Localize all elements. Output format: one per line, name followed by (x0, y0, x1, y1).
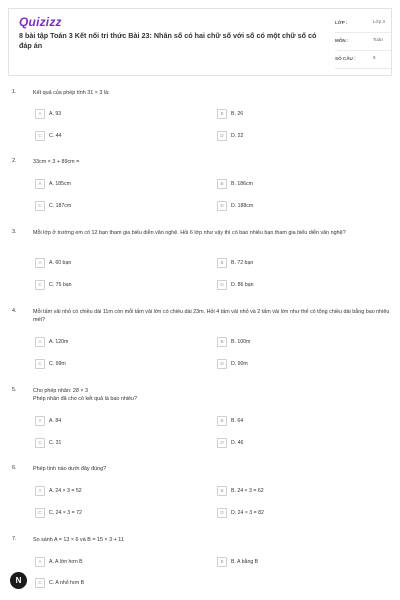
question-number: 2. (12, 158, 17, 164)
question-6 (12, 465, 392, 527)
meta-label: MÔN : (335, 38, 349, 43)
worksheet-header (8, 8, 392, 76)
meta-row-subject (335, 33, 391, 51)
option-letter-box[interactable]: D (217, 201, 227, 211)
n-badge-icon[interactable]: N (10, 572, 27, 589)
option-letter-box[interactable]: C (35, 578, 45, 588)
option-letter-box[interactable]: B (217, 416, 227, 426)
option-letter-box[interactable]: A (35, 109, 45, 119)
meta-value: Toán (373, 37, 383, 42)
meta-value: Lớp 3 (373, 19, 385, 24)
option-text: C. 24 × 3 = 72 (49, 510, 82, 516)
option-text: B. 186cm (231, 181, 253, 187)
option-letter-box[interactable]: B (217, 557, 227, 567)
question-text: Mỗi tấm vải nhỏ có chiều dài 11m còn mỗi tấm vải lớn có chiều dài 23m. Hỏi 4 tấm vải nhỏ và 2 tấm vải lớn như thế có tổng chiều dài bằng bao nhiêu mét? (33, 309, 390, 323)
option-letter-box[interactable]: B (217, 109, 227, 119)
meta-value: 8 (373, 55, 376, 60)
question-text: Cho phép nhân: 28 × 3 Phép nhân đã cho có kết quả là bao nhiêu? (33, 388, 138, 402)
option-text: A. A lớn hơn B (49, 559, 83, 565)
option-letter-box[interactable]: A (35, 416, 45, 426)
option-letter-box[interactable]: D (217, 359, 227, 369)
question-text: Phép tính nào dưới đây đúng? (33, 466, 107, 472)
meta-row-grade (335, 15, 391, 33)
option-text: D. 24 × 3 = 82 (231, 510, 264, 516)
worksheet-meta (335, 15, 391, 69)
question-text: Mỗi lớp ở trường em có 12 bạn tham gia biểu diễn văn nghệ. Hỏi 6 lớp như vậy thì có bao nhiêu bạn tham gia biểu diễn văn nghệ? (33, 230, 346, 236)
option-letter-box[interactable]: C (35, 359, 45, 369)
meta-label: SỐ CÂU : (335, 56, 356, 61)
option-text: D. 90m (231, 361, 248, 367)
option-text: D. 86 bạn (231, 282, 254, 288)
question-number: 7. (12, 536, 17, 542)
question-1 (12, 89, 392, 149)
question-7 (12, 536, 392, 596)
option-text: B. 24 × 3 = 62 (231, 488, 264, 494)
option-letter-box[interactable]: A (35, 557, 45, 567)
question-4 (12, 308, 392, 376)
option-letter-box[interactable]: A (35, 179, 45, 189)
option-letter-box[interactable]: C (35, 201, 45, 211)
option-text: C. 75 bạn (49, 282, 72, 288)
meta-row-count (335, 51, 391, 69)
option-text: A. 60 bạn (49, 260, 72, 266)
question-2 (12, 158, 392, 218)
option-letter-box[interactable]: C (35, 438, 45, 448)
option-text: A. 120m (49, 339, 69, 345)
option-letter-box[interactable]: D (217, 131, 227, 141)
question-number: 1. (12, 89, 17, 95)
option-text: D. 46 (231, 440, 244, 446)
option-letter-box[interactable]: B (217, 179, 227, 189)
option-letter-box[interactable]: C (35, 280, 45, 290)
option-letter-box[interactable]: A (35, 486, 45, 496)
option-text: C. 44 (49, 133, 62, 139)
worksheet-title: 8 bài tập Toán 3 Kết nối tri thức Bài 23: Nhân số có hai chữ số với số có một chữ số có đáp án (19, 31, 317, 50)
option-letter-box[interactable]: D (217, 438, 227, 448)
option-text: D. 188cm (231, 203, 254, 209)
option-text: D. 22 (231, 133, 244, 139)
option-text: C. 99m (49, 361, 66, 367)
option-text: B. 26 (231, 111, 244, 117)
option-letter-box[interactable]: B (217, 258, 227, 268)
option-letter-box[interactable]: C (35, 508, 45, 518)
option-text: B. 100m (231, 339, 251, 345)
option-letter-box[interactable]: A (35, 337, 45, 347)
option-text: A. 185cm (49, 181, 71, 187)
meta-label: LỚP : (335, 20, 348, 25)
quizizz-logo[interactable]: Quizizz (19, 15, 62, 29)
option-letter-box[interactable]: B (217, 337, 227, 347)
option-letter-box[interactable]: C (35, 131, 45, 141)
question-text: So sánh A = 13 × 6 và B = 15 × 3 + 11 (33, 537, 124, 543)
question-number: 6. (12, 465, 17, 471)
question-number: 5. (12, 387, 17, 393)
option-letter-box[interactable]: D (217, 280, 227, 290)
option-text: A. 93 (49, 111, 62, 117)
option-letter-box[interactable]: D (217, 508, 227, 518)
option-text: C. A nhỏ hơn B (49, 580, 85, 586)
question-number: 4. (12, 308, 17, 314)
question-text: 33cm × 3 + 89cm = (33, 159, 80, 165)
question-text: Kết quả của phép tính 31 × 3 là: (33, 90, 110, 96)
option-letter-box[interactable]: A (35, 258, 45, 268)
option-letter-box[interactable]: B (217, 486, 227, 496)
option-text: A. 24 × 3 = 52 (49, 488, 82, 494)
question-3 (12, 229, 392, 297)
question-number: 3. (12, 229, 17, 235)
option-text: A. 84 (49, 418, 62, 424)
option-text: C. 31 (49, 440, 62, 446)
option-text: B. A bằng B (231, 559, 259, 565)
option-text: C. 187cm (49, 203, 72, 209)
option-text: B. 64 (231, 418, 244, 424)
option-text: B. 72 bạn (231, 260, 254, 266)
question-5 (12, 387, 392, 455)
